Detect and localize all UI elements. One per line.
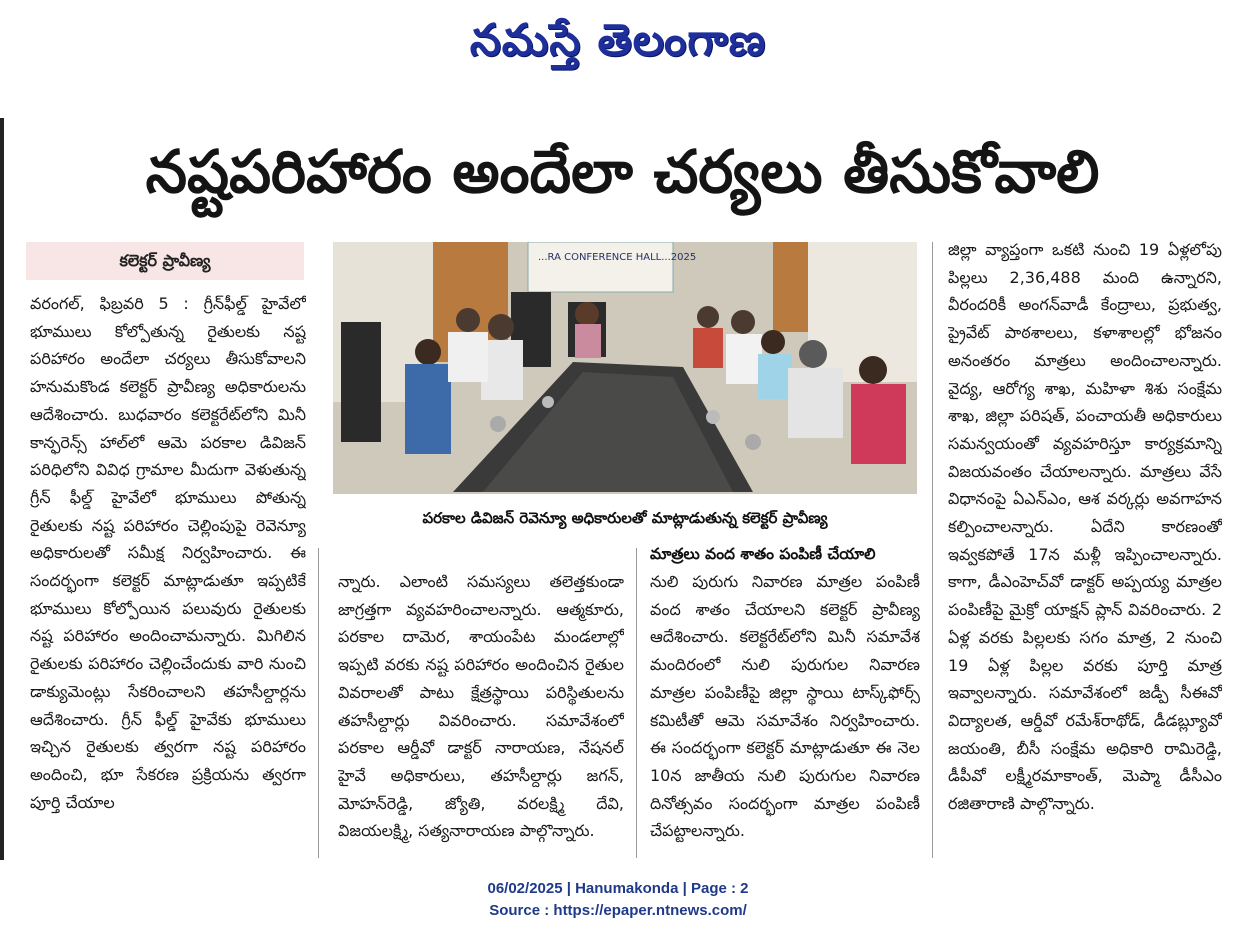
left-margin-rule — [0, 118, 4, 860]
column-divider — [318, 548, 319, 858]
meeting-photo — [333, 242, 917, 494]
article-column-4: జిల్లా వ్యాప్తంగా ఒకటి నుంచి 19 ఏళ్లలోపు పిల్లలు 2,36,488 మంది ఉన్నారని, వీరందరికీ అంగన్‌వాడీ కేంద్రాలు, ప్రభుత్వ, ప్రైవేట్ పాఠశాలలు, కళాశాలల్లో భోజనం అనంతరం మాత్రలు అందించాలన్నారు. వైద్య, ఆరోగ్య శాఖ, మహిళా శిశు సంక్షేమ శాఖ, జిల్లా పరిషత్, పంచాయతీ అధికారులు సమన్వయంతో వ్యవహరిస్తూ కార్యక్రమాన్ని విజయవంతం చేయాలన్నారు. మాత్రలు వేసే విధానంపై ఏఎన్‌ఎం, ఆశ వర్కర్లు అవగాహన కల్పించాలన్నారు. ఏదేని కారణంతో ఇవ్వకపోతే 17న మళ్లీ ఇప్పించాలన్నారు. కాగా, డీఎంహెచ్‌వో డాక్టర్ అప్పయ్య మాత్రల పంపిణీపై మైక్రో యాక్షన్ ప్లాన్ వివరించారు. 2 ఏళ్ల వరకు పిల్లలకు సగం మాత్ర, 2 నుంచి 19 ఏళ్ల పిల్లల వరకు పూర్తి మాత్ర ఇవ్వాలన్నారు. సమావేశంలో జడ్పీ సీఈవో విద్యాలత, ఆర్డీవో రమేశ్‌రాథోడ్, డీడబ్ల్యూవో జయంతి, బీసీ సంక్షేమ అధికారి రామిరెడ్డి, డీపీవో లక్ష్మీరమాకాంత్, మెప్మా డీసీఎం రజితారాణి పాల్గొన్నారు. — [948, 240, 1222, 814]
article-byline: కలెక్టర్ ప్రావీణ్య — [26, 242, 304, 280]
footer-source: Source : https://epaper.ntnews.com/ — [489, 902, 747, 919]
article-headline: నష్టపరిహారం అందేలా చర్యలు తీసుకోవాలి — [145, 137, 1100, 206]
article-column-1: వరంగల్, ఫిబ్రవరి 5 : గ్రీన్‌ఫీల్డ్ హైవేలో భూములు కోల్పోతున్న రైతులకు నష్ట పరిహారం అందేలా చర్యలు తీసుకోవాలని హనుమకొండ కలెక్టర్ ప్రావీణ్య అధికారులను ఆదేశించారు. బుధవారం కలెక్టరేట్‌లోని మినీ కాన్ఫరెన్స్ హాల్‌లో ఆమె పరకాల డివిజన్ పరిధిలోని వివిధ గ్రామాల మీదుగా వెళుతున్న గ్రీన్ ఫీల్డ్ హైవేలో భూములు పోతున్న రైతులకు నష్ట పరిహారం చెల్లింపుపై రెవెన్యూ అధికారులతో సమీక్ష నిర్వహించారు. ఈ సందర్భంగా కలెక్టర్ మాట్లాడుతూ ఇప్పటికే భూములు కోల్పోయిన పలువురు రైతులకు నష్ట పరిహారం అందించామన్నారు. మిగిలిన రైతులకు పరిహారం చెల్లించేందుకు వారి నుంచి డాక్యుమెంట్లు సేకరించాలని తహసీల్దార్లను ఆదేశించారు. గ్రీన్ ఫీల్డ్ హైవేకు భూములు ఇచ్చిన రైతులకు త్వరగా నష్ట పరిహారం అందించి, భూ సేకరణ ప్రక్రియను త్వరగా పూర్తి చేయాల — [30, 294, 306, 812]
newspaper-masthead: నమస్తే తెలంగాణ — [469, 15, 767, 66]
article-column-2: న్నారు. ఎలాంటి సమస్యలు తలెత్తకుండా జాగ్రత్తగా వ్యవహరించాలన్నారు. ఆత్మకూరు, పరకాల దామెర, శాయంపేట మండలాల్లో ఇప్పటి వరకు నష్ట పరిహారం అందించిన రైతుల వివరాలతో పాటు క్షేత్రస్థాయి పరిస్థితులను తహసీల్దార్లు వివరించారు. సమావేశంలో పరకాల ఆర్డీవో డాక్టర్ నారాయణ, నేషనల్ హైవే అధికారులు, తహసీల్దార్లు జగన్, మోహన్‌రెడ్డి, జ్యోతి, వరలక్ష్మి దేవి, విజయలక్ష్మి, సత్యనారాయణ పాల్గొన్నారు. — [338, 572, 624, 841]
column-divider — [932, 242, 933, 858]
column-divider — [636, 548, 637, 858]
article-column-3: నులి పురుగు నివారణ మాత్రల పంపిణీ వంద శాతం చేయాలని కలెక్టర్ ప్రావీణ్య ఆదేశించారు. కలెక్టరేట్‌లోని మినీ సమావేశ మందిరంలో నులి పురుగుల నివారణ మాత్రల పంపిణీపై జిల్లా స్థాయి టాస్క్‌ఫోర్స్ కమిటీతో ఆమె సమావేశం నిర్వహించారు. ఈ సందర్భంగా కలెక్టర్ మాట్లాడుతూ ఈ నెల 10న జాతీయ నులి పురుగుల నివారణ దినోత్సవం సందర్భంగా మాత్రల పంపిణీ చేపట్టాలన్నారు. — [650, 572, 920, 841]
footer-date-edition: 06/02/2025 | Hanumakonda | Page : 2 — [487, 880, 749, 897]
photo-banner-text: ...RA CONFERENCE HALL...2025 — [538, 252, 697, 263]
meeting-photo-illustration — [333, 242, 917, 494]
section-subheading: మాత్రలు వంద శాతం పంపిణీ చేయాలి — [650, 545, 876, 563]
photo-caption: పరకాల డివిజన్ రెవెన్యూ అధికారులతో మాట్లాడుతున్న కలెక్టర్ ప్రావీణ్య — [422, 509, 828, 527]
